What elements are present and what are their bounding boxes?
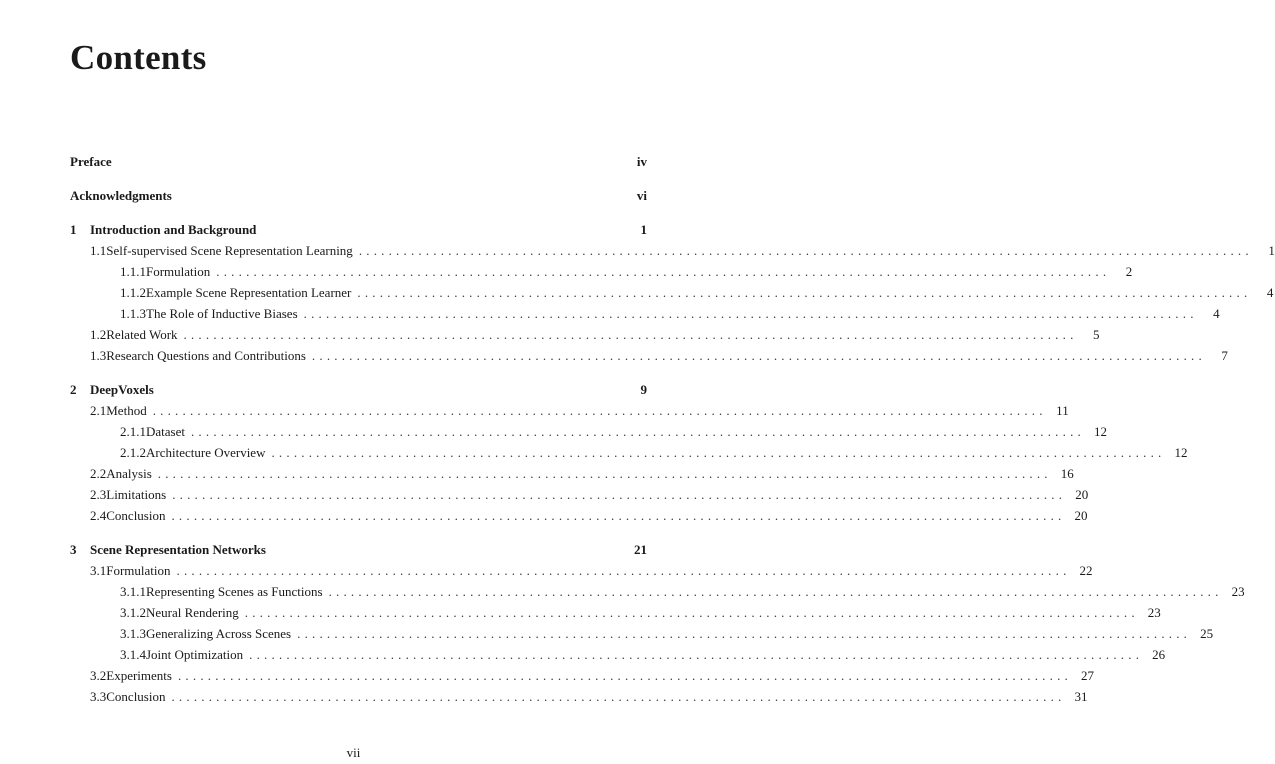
toc-entry-number: 1.1.2 xyxy=(120,284,146,300)
toc-entry-title: Analysis xyxy=(106,465,152,481)
toc-entry-page: 22 xyxy=(1079,562,1093,578)
toc-entry-number: 2.1.1 xyxy=(120,423,146,439)
toc-entry-title: Scene Representation Networks xyxy=(90,541,266,557)
toc-entry-subsection[interactable] xyxy=(70,644,1166,665)
toc-entry-page: 5 xyxy=(1093,326,1100,342)
toc-entry-page: 25 xyxy=(1200,625,1214,641)
toc-entry-section[interactable] xyxy=(70,484,1089,505)
toc-entry-title: Conclusion xyxy=(106,507,166,523)
toc-entry-title: Experiments xyxy=(106,667,172,683)
page-number-footer: vii xyxy=(346,745,361,760)
toc-entry-page: 1 xyxy=(1268,242,1275,258)
table-of-contents xyxy=(70,138,1275,707)
toc-entry-section[interactable] xyxy=(70,345,1228,366)
toc-entry-page: 1 xyxy=(640,221,647,237)
toc-entry-title: DeepVoxels xyxy=(90,381,154,397)
toc-entry-section[interactable] xyxy=(70,463,1074,484)
toc-entry-section[interactable] xyxy=(70,240,1275,261)
toc-entry-section[interactable] xyxy=(70,324,1100,345)
toc-entry-title: Research Questions and Contributions xyxy=(106,347,306,363)
toc-entry-chapter[interactable] xyxy=(70,219,647,240)
toc-entry-title: Example Scene Representation Learner xyxy=(146,284,352,300)
toc-entry-number: 1.2 xyxy=(90,326,107,342)
toc-entry-number: 1.1.1 xyxy=(120,263,146,279)
toc-entry-page: 20 xyxy=(1075,486,1089,502)
toc-entry-number: 2.1.2 xyxy=(120,444,146,460)
dot-leader: ........................................................................................................................ xyxy=(244,604,1139,620)
toc-entry-page: 31 xyxy=(1074,688,1088,704)
toc-entry-title: Method xyxy=(106,402,147,418)
toc-entry-number: 3 xyxy=(70,541,77,557)
toc-entry-title: Joint Optimization xyxy=(146,646,244,662)
toc-entry-chapter[interactable] xyxy=(70,539,647,560)
toc-entry-number: 3.1 xyxy=(90,562,107,578)
toc-entry-number: 1.3 xyxy=(90,347,107,363)
dot-leader: ........................................................................................................................ xyxy=(297,625,1192,641)
toc-entry-subsection[interactable] xyxy=(70,623,1214,644)
dot-leader: ........................................................................................................................ xyxy=(176,562,1071,578)
dot-leader: ........................................................................................................................ xyxy=(183,326,1078,342)
toc-entry-title: Related Work xyxy=(106,326,178,342)
toc-entry-number: 2.2 xyxy=(90,465,107,481)
toc-entry-section[interactable] xyxy=(70,560,1093,581)
toc-entry-section[interactable] xyxy=(70,400,1069,421)
dot-leader: ........................................................................................................................ xyxy=(177,667,1072,683)
toc-entry-page: iv xyxy=(636,153,647,169)
toc-entry-chapter[interactable] xyxy=(70,379,647,400)
toc-entry-front[interactable] xyxy=(70,185,647,206)
toc-entry-page: 2 xyxy=(1125,263,1133,279)
dot-leader: ........................................................................................................................ xyxy=(190,423,1085,439)
toc-entry-title: Generalizing Across Scenes xyxy=(146,625,292,641)
dot-leader: ........................................................................................................................ xyxy=(157,465,1052,481)
toc-entry-page: 4 xyxy=(1266,284,1274,300)
toc-entry-title: Formulation xyxy=(106,562,171,578)
toc-entry-number: 1.1 xyxy=(90,242,107,258)
toc-entry-subsection[interactable] xyxy=(70,261,1133,282)
toc-entry-page: 23 xyxy=(1231,583,1245,599)
toc-entry-page: 9 xyxy=(640,381,647,397)
toc-entry-number: 3.2 xyxy=(90,667,107,683)
toc-entry-title: Self-supervised Scene Representation Learning xyxy=(106,242,353,258)
toc-entry-page: vi xyxy=(636,187,647,203)
toc-entry-subsection[interactable] xyxy=(70,421,1107,442)
toc-entry-page: 21 xyxy=(634,541,647,557)
toc-entry-section[interactable] xyxy=(70,665,1094,686)
toc-entry-title: Acknowledgments xyxy=(70,187,172,203)
dot-leader: ........................................................................................................................ xyxy=(171,507,1066,523)
toc-entry-number: 2 xyxy=(70,381,77,397)
toc-entry-title: The Role of Inductive Biases xyxy=(146,305,298,321)
page-title: Contents xyxy=(70,38,207,77)
toc-entry-number: 3.1.3 xyxy=(120,625,146,641)
toc-entry-title: Architecture Overview xyxy=(146,444,266,460)
toc-entry-title: Limitations xyxy=(106,486,167,502)
toc-entry-number: 3.3 xyxy=(90,688,107,704)
dot-leader: ........................................................................................................................ xyxy=(311,347,1206,363)
toc-entry-number: 2.4 xyxy=(90,507,107,523)
toc-entry-title: Preface xyxy=(70,153,112,169)
dot-leader: ........................................................................................................................ xyxy=(152,402,1047,418)
dot-leader: ........................................................................................................................ xyxy=(249,646,1144,662)
toc-entry-page: 12 xyxy=(1093,423,1107,439)
toc-entry-number: 2.1 xyxy=(90,402,107,418)
toc-entry-page: 27 xyxy=(1080,667,1094,683)
toc-entry-subsection[interactable] xyxy=(70,282,1274,303)
toc-entry-title: Conclusion xyxy=(106,688,166,704)
dot-leader: ........................................................................................................................ xyxy=(357,284,1252,300)
toc-entry-number: 3.1.2 xyxy=(120,604,146,620)
toc-entry-page: 7 xyxy=(1221,347,1228,363)
toc-entry-title: Dataset xyxy=(146,423,185,439)
toc-entry-title: Formulation xyxy=(146,263,211,279)
toc-entry-number: 2.3 xyxy=(90,486,107,502)
dot-leader: ........................................................................................................................ xyxy=(328,583,1223,599)
toc-entry-page: 23 xyxy=(1147,604,1161,620)
toc-entry-subsection[interactable] xyxy=(70,442,1188,463)
dot-leader: ........................................................................................................................ xyxy=(216,263,1111,279)
dot-leader: ........................................................................................................................ xyxy=(303,305,1198,321)
toc-entry-page: 4 xyxy=(1213,305,1220,321)
toc-entry-title: Introduction and Background xyxy=(90,221,257,237)
toc-entry-subsection[interactable] xyxy=(70,602,1161,623)
toc-entry-section[interactable] xyxy=(70,505,1088,526)
toc-entry-subsection[interactable] xyxy=(70,303,1220,324)
toc-entry-page: 20 xyxy=(1074,507,1088,523)
toc-entry-subsection[interactable] xyxy=(70,581,1245,602)
toc-entry-number: 3.1.1 xyxy=(120,583,146,599)
toc-entry-section[interactable] xyxy=(70,686,1088,707)
toc-entry-page: 11 xyxy=(1056,402,1069,418)
toc-entry-page: 16 xyxy=(1060,465,1074,481)
toc-entry-title: Representing Scenes as Functions xyxy=(146,583,323,599)
toc-entry-number: 1.1.3 xyxy=(120,305,146,321)
toc-entry-title: Neural Rendering xyxy=(146,604,239,620)
toc-entry-page: 12 xyxy=(1174,444,1188,460)
toc-entry-number: 1 xyxy=(70,221,77,237)
dot-leader: ........................................................................................................................ xyxy=(171,688,1066,704)
toc-entry-number: 3.1.4 xyxy=(120,646,146,662)
dot-leader: ........................................................................................................................ xyxy=(271,444,1166,460)
toc-entry-page: 26 xyxy=(1152,646,1166,662)
toc-entry-front[interactable] xyxy=(70,151,647,172)
dot-leader: ........................................................................................................................ xyxy=(172,486,1067,502)
dot-leader: ........................................................................................................................ xyxy=(358,242,1253,258)
